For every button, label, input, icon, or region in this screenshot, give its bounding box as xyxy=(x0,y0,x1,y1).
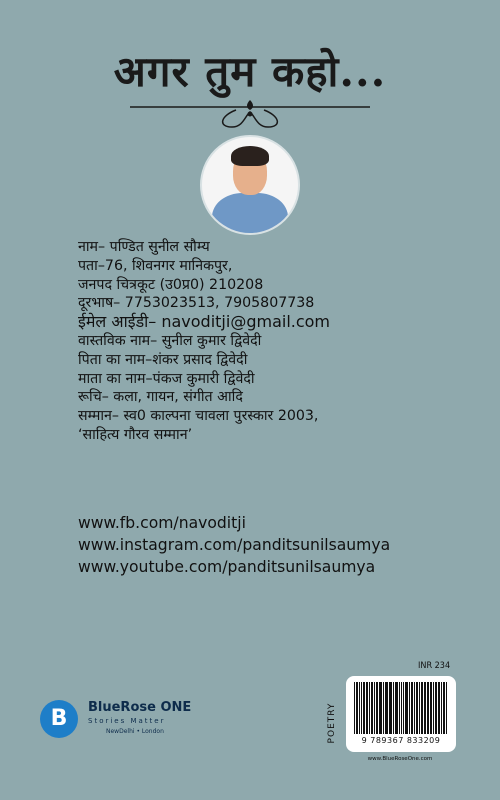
barcode-bar xyxy=(417,682,418,734)
author-phone: दूरभाष– 7753023513, 7905807738 xyxy=(78,295,315,312)
barcode-bar xyxy=(377,682,378,734)
barcode-bar xyxy=(354,682,355,734)
barcode-bar xyxy=(372,682,373,734)
barcode-bar xyxy=(412,682,413,734)
barcode-bars xyxy=(354,682,448,734)
publisher-logo-icon: B xyxy=(40,700,78,738)
barcode-bar xyxy=(381,682,382,734)
author-email: ईमेल आईडी– navoditji@gmail.com xyxy=(78,312,331,332)
barcode-bar xyxy=(369,682,370,734)
publisher-logo xyxy=(40,698,210,746)
facebook-link[interactable]: www.fb.com/navoditji xyxy=(78,514,246,532)
barcode-bar xyxy=(407,682,408,734)
decorative-divider xyxy=(130,96,370,130)
barcode-bar xyxy=(425,682,426,734)
author-address-line-1: पता–76, शिवनगर मानिकपुर, xyxy=(78,257,233,274)
author-hair xyxy=(231,146,269,166)
author-interests: रूचि– कला, गायन, संगीत आदि xyxy=(78,389,243,406)
author-mother-name: माता का नाम–पंकज कुमारी द्विवेदी xyxy=(78,370,255,387)
publisher-website: www.BlueRoseOne.com xyxy=(367,756,433,762)
author-father-name: पिता का नाम–शंकर प्रसाद द्विवेदी xyxy=(78,351,248,368)
youtube-link[interactable]: www.youtube.com/panditsunilsaumya xyxy=(78,558,376,576)
author-information xyxy=(78,238,478,445)
barcode-bar xyxy=(428,682,429,734)
barcode-bar xyxy=(401,682,402,734)
barcode-bar xyxy=(386,682,387,734)
author-award-line-1: सम्मान– स्व0 काल्पना चावला पुरस्कार 2003, xyxy=(78,408,319,425)
barcode-bar xyxy=(403,682,404,734)
barcode-bar xyxy=(446,682,447,734)
book-price: INR 234 xyxy=(418,661,451,671)
barcode-bar xyxy=(393,682,394,734)
barcode-bar xyxy=(383,682,384,734)
author-name: नाम– पण्डित सुनील सौम्य xyxy=(78,239,210,255)
book-category-label: POETRY xyxy=(327,702,337,744)
publisher-name: BlueRose ONE xyxy=(88,700,192,715)
author-body xyxy=(212,193,288,235)
book-title: अगर तुम कहो... xyxy=(113,47,387,96)
barcode-bar xyxy=(359,682,360,734)
isbn-number: 9 789367 833209 xyxy=(361,736,441,745)
publisher-tagline: Stories Matter xyxy=(88,717,166,725)
barcode-bar xyxy=(433,682,434,734)
barcode-bar xyxy=(397,682,398,734)
barcode-bar xyxy=(367,682,368,734)
author-real-name: वास्तविक नाम– सुनील कुमार द्विवेदी xyxy=(78,332,262,349)
barcode-bar xyxy=(438,682,439,734)
social-links xyxy=(78,512,390,578)
isbn-barcode xyxy=(346,676,456,752)
barcode-bar xyxy=(441,682,442,734)
barcode-bar xyxy=(419,682,420,734)
author-award-line-2: ‘साहित्य गौरव सम्मान’ xyxy=(78,426,193,443)
book-category xyxy=(325,688,339,758)
author-address-line-2: जनपद चित्रकूट (उ0प्र0) 210208 xyxy=(78,276,264,293)
publisher-cities: NewDelhi • London xyxy=(106,728,164,735)
author-photo xyxy=(200,135,300,235)
barcode-bar xyxy=(361,682,362,734)
instagram-link[interactable]: www.instagram.com/panditsunilsaumya xyxy=(78,536,391,554)
